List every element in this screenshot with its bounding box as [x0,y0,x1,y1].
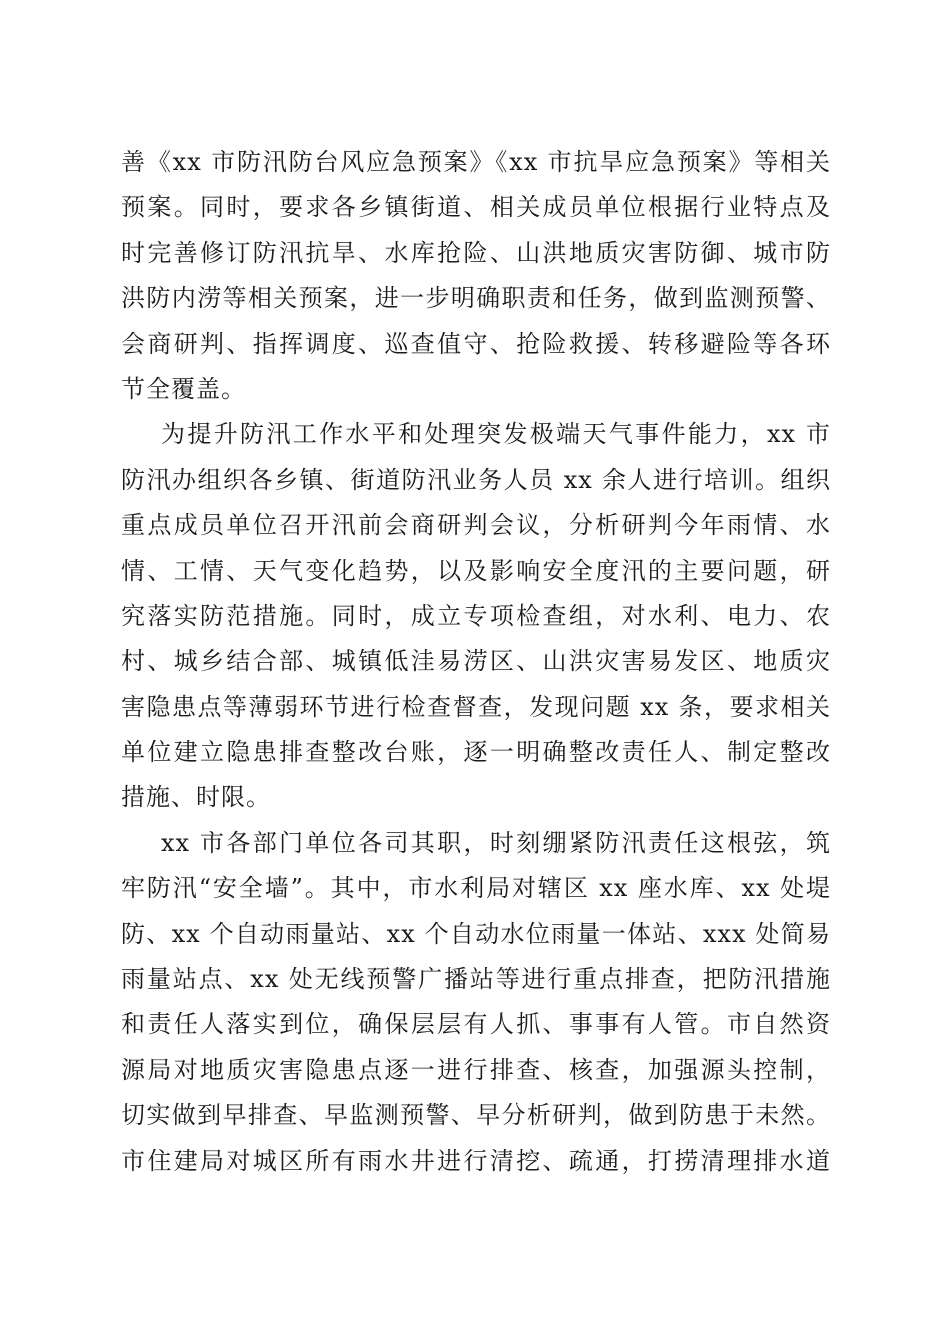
text-line: 预案。同时，要求各乡镇街道、相关成员单位根据行业特点及 [121,193,831,222]
text-line: xx 市各部门单位各司其职，时刻绷紧防汛责任这根弦，筑 [161,828,831,857]
text-line: 会商研判、指挥调度、巡查值守、抢险救援、转移避险等各环 [121,329,831,358]
text-line: 单位建立隐患排查整改台账，逐一明确整改责任人、制定整改 [121,738,831,767]
paragraph-3 [121,821,831,1184]
text-line: 为提升防汛工作水平和处理突发极端天气事件能力，xx 市 [161,420,831,449]
text-line: 防汛办组织各乡镇、街道防汛业务人员 xx 余人进行培训。组织 [121,465,831,494]
paragraph-2 [121,412,831,821]
text-line: 切实做到早排查、早监测预警、早分析研判，做到防患于未然。 [121,1101,831,1130]
text-line: 节全覆盖。 [121,374,246,403]
text-line: 究落实防范措施。同时，成立专项检查组，对水利、电力、农 [121,601,831,630]
text-line: 措施、时限。 [121,783,271,812]
document-body [121,140,831,1184]
text-line: 源局对地质灾害隐患点逐一进行排查、核查，加强源头控制， [121,1055,831,1084]
text-line: 和责任人落实到位，确保层层有人抓、事事有人管。市自然资 [121,1010,831,1039]
text-line: 情、工情、天气变化趋势，以及影响安全度汛的主要问题，研 [121,556,831,585]
text-line: 防、xx 个自动雨量站、xx 个自动水位雨量一体站、xxx 处简易 [121,919,831,948]
text-line: 雨量站点、xx 处无线预警广播站等进行重点排查，把防汛措施 [121,965,831,994]
text-line: 洪防内涝等相关预案，进一步明确职责和任务，做到监测预警、 [121,284,831,313]
text-line: 村、城乡结合部、城镇低洼易涝区、山洪灾害易发区、地质灾 [121,647,831,676]
paragraph-1 [121,140,831,412]
text-line: 善《xx 市防汛防台风应急预案》《xx 市抗旱应急预案》等相关 [121,148,831,176]
text-line: 市住建局对城区所有雨水井进行清挖、疏通，打捞清理排水道 [121,1146,831,1175]
text-line: 害隐患点等薄弱环节进行检查督查，发现问题 xx 条，要求相关 [121,692,831,721]
text-line: 重点成员单位召开汛前会商研判会议，分析研判今年雨情、水 [121,511,831,540]
text-line: 牢防汛“安全墙”。其中，市水利局对辖区 xx 座水库、xx 处堤 [121,874,831,903]
text-line: 时完善修订防汛抗旱、水库抢险、山洪地质灾害防御、城市防 [121,238,831,267]
